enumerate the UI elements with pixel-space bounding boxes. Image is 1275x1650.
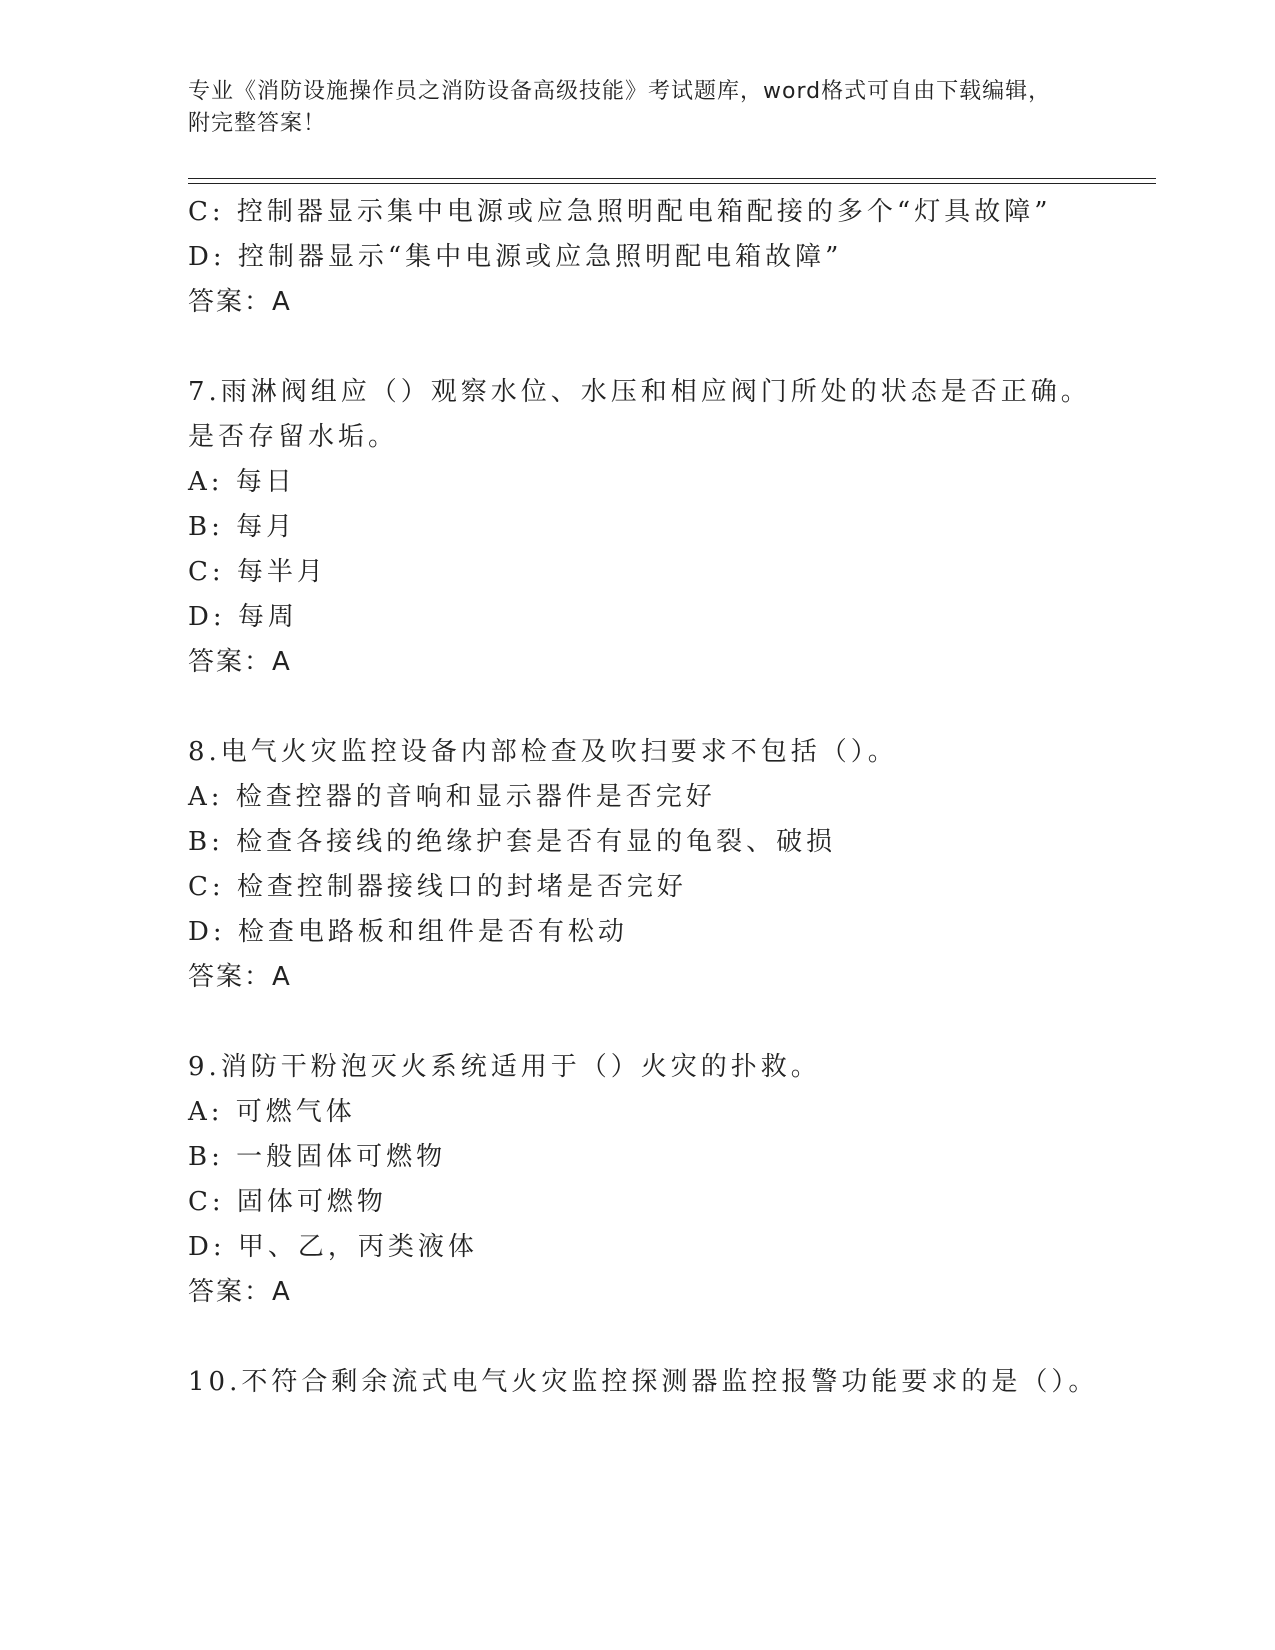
header-divider: [188, 178, 1156, 179]
option-b: B: 检查各接线的绝缘护套是否有显的龟裂、破损: [188, 827, 837, 857]
question-8: [188, 730, 1148, 1000]
option-a: A: 检查控器的音响和显示器件是否完好: [188, 782, 716, 812]
question-content: [188, 190, 1148, 1405]
answer: 答案：A: [188, 1277, 292, 1307]
question-7: [188, 370, 1148, 685]
answer: 答案：A: [188, 647, 292, 677]
partial-question: [188, 190, 1148, 325]
option-d: D: 每周: [188, 602, 298, 632]
option-c: C: 检查控制器接线口的封堵是否完好: [188, 872, 687, 902]
option-d: D: 控制器显示“集中电源或应急照明配电箱故障”: [188, 242, 843, 272]
question-9: [188, 1045, 1148, 1315]
question-text: 是否存留水垢。: [188, 422, 399, 452]
option-c: C: 控制器显示集中电源或应急照明配电箱配接的多个“灯具故障”: [188, 197, 1052, 227]
option-d: D: 甲、乙，丙类液体: [188, 1232, 478, 1262]
option-b: B: 每月: [188, 512, 297, 542]
option-c: C: 固体可燃物: [188, 1187, 387, 1217]
option-c: C: 每半月: [188, 557, 327, 587]
option-d: D: 检查电路板和组件是否有松动: [188, 917, 628, 947]
option-a: A: 每日: [188, 467, 296, 497]
answer: 答案：A: [188, 287, 292, 317]
question-text: 7.雨淋阀组应（）观察水位、水压和相应阀门所处的状态是否正确。: [188, 377, 1091, 407]
question-text: 9.消防干粉泡灭火系统适用于（）火灾的扑救。: [188, 1052, 821, 1082]
question-text: 8.电气火灾监控设备内部检查及吹扫要求不包括（）。: [188, 737, 898, 767]
option-a: A: 可燃气体: [188, 1097, 356, 1127]
header-divider: [188, 183, 1156, 184]
question-text: 10.不符合剩余流式电气火灾监控探测器监控报警功能要求的是（）。: [188, 1367, 1099, 1397]
answer: 答案：A: [188, 962, 292, 992]
question-10: [188, 1360, 1148, 1405]
option-b: B: 一般固体可燃物: [188, 1142, 447, 1172]
page-header: 专业《消防设施操作员之消防设备高级技能》考试题库，word格式可自由下载编辑，附完整答案！: [188, 79, 1052, 136]
